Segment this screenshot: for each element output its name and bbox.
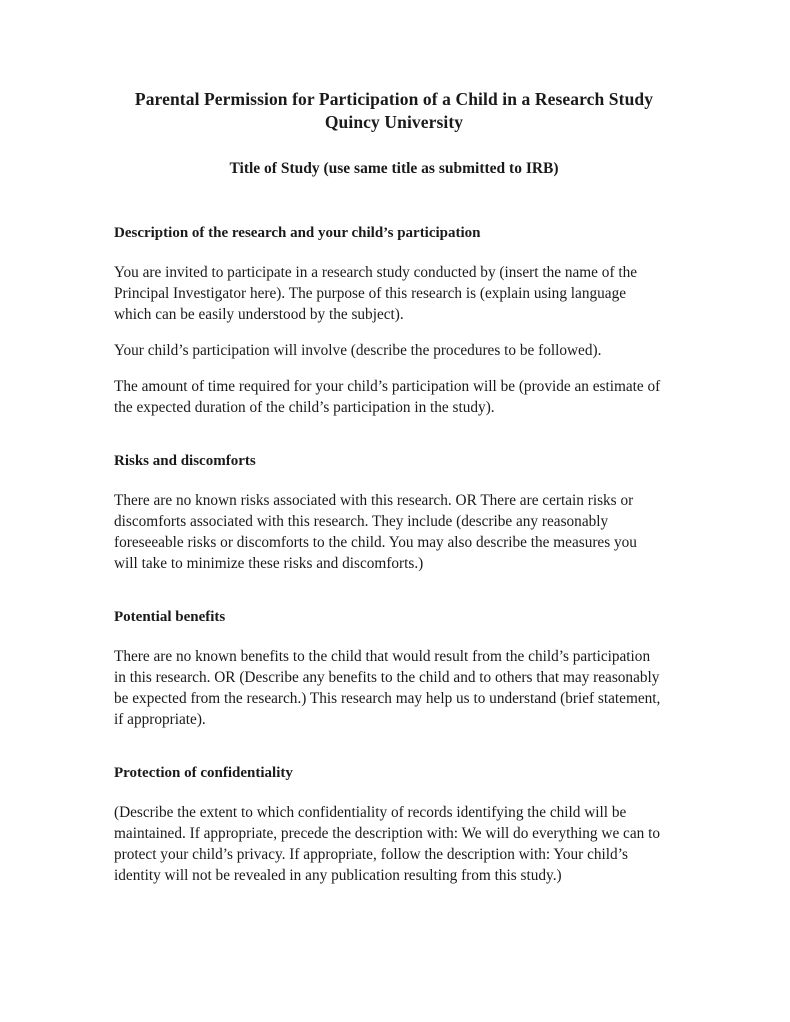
page-title-line-1: Parental Permission for Participation of a Child in a Research Study xyxy=(134,89,654,109)
section-heading-description-of-research: Description of the research and your child’s participation xyxy=(114,225,481,241)
section-potential-benefits xyxy=(114,574,674,730)
section-description-of-research xyxy=(114,179,674,418)
paragraph-line: discomforts associated with this research. They include (describe any reasonably xyxy=(114,513,609,530)
paragraph-line: protect your child’s privacy. If appropriate, follow the description with: Your child’s xyxy=(114,846,628,863)
paragraph-line: (Describe the extent to which confidentiality of records identifying the child will be xyxy=(114,804,627,821)
paragraph-line: if appropriate). xyxy=(114,711,206,728)
paragraph-line: You are invited to participate in a research study conducted by (insert the name of the xyxy=(114,264,638,281)
paragraph-line: in this research. OR (Describe any benefits to the child and to others that may reasonably xyxy=(114,669,660,686)
paragraph xyxy=(114,783,674,886)
paragraph xyxy=(114,627,674,730)
section-heading-risks-and-discomforts: Risks and discomforts xyxy=(114,453,256,469)
paragraph-line: the expected duration of the child’s participation in the study). xyxy=(114,399,495,416)
paragraph-line: identity will not be revealed in any publication resulting from this study.) xyxy=(114,867,562,884)
paragraph-line: maintained. If appropriate, precede the description with: We will do everything we can to xyxy=(114,825,661,842)
paragraph-line: foreseeable risks or discomforts to the child. You may also describe the measures you xyxy=(114,534,637,551)
paragraph xyxy=(114,361,674,418)
section-risks-and-discomforts xyxy=(114,418,674,574)
paragraph xyxy=(114,471,674,574)
page-title-line-2: Quincy University xyxy=(324,112,464,132)
section-heading-potential-benefits: Potential benefits xyxy=(114,609,226,625)
paragraph-line: There are no known benefits to the child that would result from the child’s participation xyxy=(114,648,651,665)
section-heading-protection-of-confidentiality: Protection of confidentiality xyxy=(114,765,293,781)
page-title xyxy=(114,0,674,134)
paragraph-line: The amount of time required for your child’s participation will be (provide an estimate of xyxy=(114,378,661,395)
paragraph xyxy=(114,325,674,361)
paragraph-line: There are no known risks associated with this research. OR There are certain risks or xyxy=(114,492,634,509)
paragraph-line: Your child’s participation will involve (describe the procedures to be followed). xyxy=(114,342,602,359)
paragraph-line: which can be easily understood by the subject). xyxy=(114,306,404,323)
document-subtitle: Title of Study (use same title as submitted to IRB) xyxy=(229,160,559,177)
paragraph-line: be expected from the research.) This research may help us to understand (brief statement, xyxy=(114,690,661,707)
document-body xyxy=(114,0,674,886)
paragraph-line: will take to minimize these risks and discomforts.) xyxy=(114,555,424,572)
section-protection-of-confidentiality xyxy=(114,730,674,886)
paragraph xyxy=(114,243,674,325)
paragraph-line: Principal Investigator here). The purpose of this research is (explain using language xyxy=(114,285,627,302)
